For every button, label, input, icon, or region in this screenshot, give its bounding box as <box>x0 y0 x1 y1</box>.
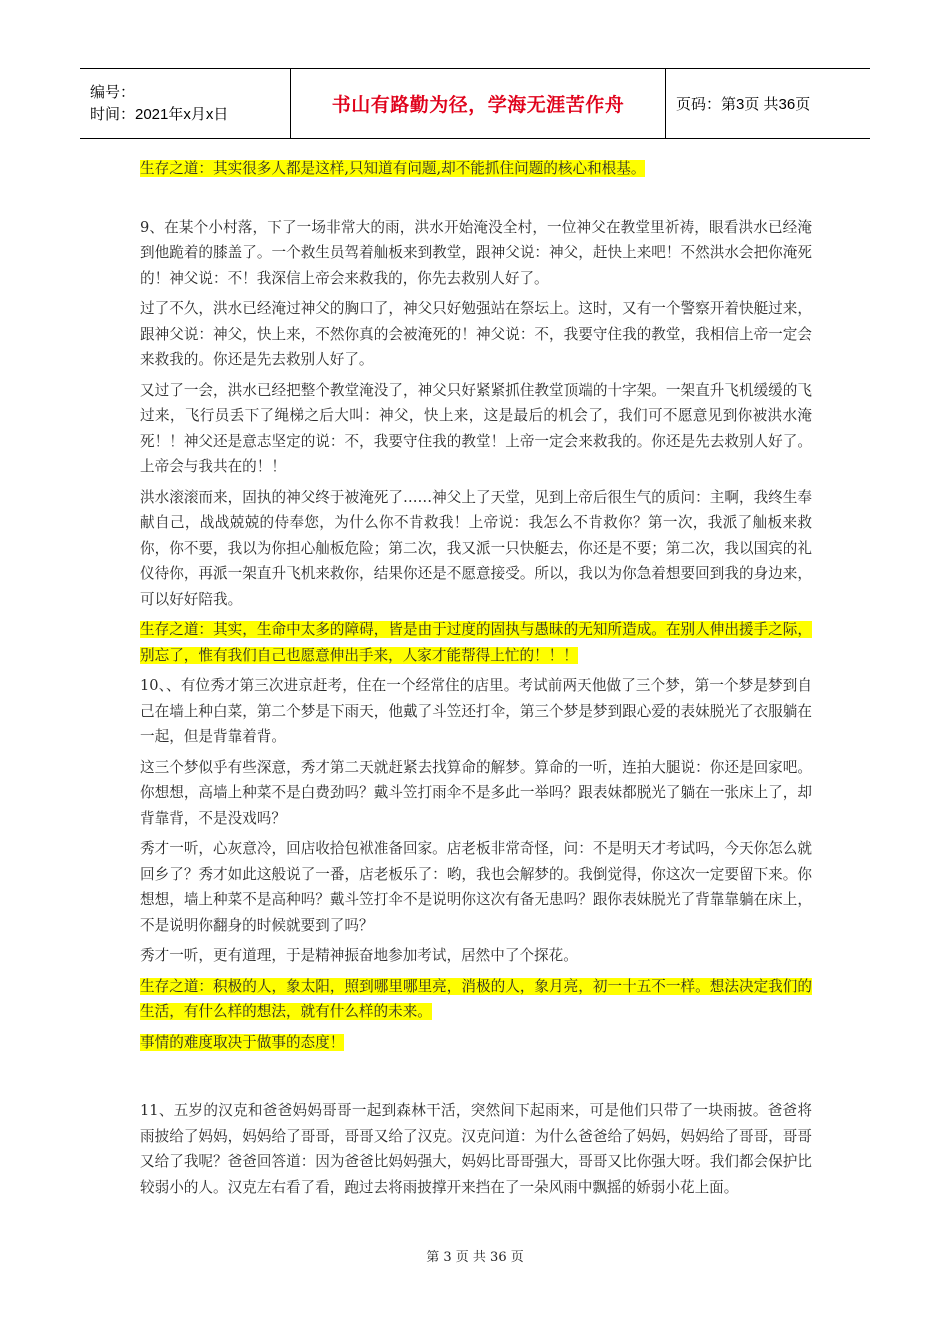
footer-page-number: 第 3 页 共 36 页 <box>426 1250 524 1265</box>
document-body <box>140 156 812 1205</box>
page-footer <box>0 1246 950 1265</box>
paragraph: 秀才一听，心灰意冷，回店收拾包袱准备回家。店老板非常奇怪，问：不是明天才考试吗，今天你怎么就回乡了？秀才如此这般说了一番，店老板乐了：哟，我也会解梦的。我倒觉得，你这次一定要留下来。你想想，墙上种菜不是高种吗？戴斗笠打伞不是说明你这次有备无患吗？跟你表妹脱光了背靠靠躺在床上，不是说明你翻身的时候就要到了吗？ <box>140 840 812 934</box>
paragraph: 这三个梦似乎有些深意，秀才第二天就赶紧去找算命的解梦。算命的一听，连拍大腿说：你还是回家吧。你想想，高墙上种菜不是白费劲吗？戴斗笠打雨伞不是多此一举吗？跟表妹都脱光了躺在一张床上了，却背靠背，不是没戏吗？ <box>140 758 812 827</box>
header-meta <box>80 69 291 138</box>
number-label: 编号： <box>90 83 136 101</box>
page-label: 页码：第3页 共36页 <box>676 96 811 113</box>
highlighted-text: 生存之道：其实，生命中太多的障碍，皆是由于过度的固执与愚昧的无知所造成。在别人伸出援手之际，别忘了，惟有我们自己也愿意伸出手来，人家才能帮得上忙的！！！ <box>140 621 812 664</box>
highlighted-text: 生存之道：其实很多人都是这样,只知道有问题,却不能抓住问题的核心和根基。 <box>140 160 646 177</box>
header-page-info <box>666 69 870 138</box>
paragraph: 洪水滚滚而来，固执的神父终于被淹死了……神父上了天堂，见到上帝后很生气的质问：主啊，我终生奉献自己，战战兢兢的侍奉您，为什么你不肯救我！上帝说：我怎么不肯救你？第一次，我派了舢板来救你，你不要，我以为你担心舢板危险；第二次，我又派一只快艇去，你还是不要；第二次，我以国宾的礼仪待你，再派一架直升飞机来救你，结果你还是不愿意接受。所以，我以为你急着想要回到我的身边来，可以好好陪我。 <box>140 488 812 608</box>
paragraph: 9、在某个小村落，下了一场非常大的雨，洪水开始淹没全村，一位神父在教堂里祈祷，眼看洪水已经淹到他跪着的膝盖了。一个救生员驾着舢板来到教堂，跟神父说：神父，赶快上来吧！不然洪水会把你淹死的！神父说：不！我深信上帝会来救我的，你先去救别人好了。 <box>140 218 812 287</box>
paragraph-takeaway <box>140 617 812 668</box>
paragraph: 过了不久，洪水已经淹过神父的胸口了，神父只好勉强站在祭坛上。这时，又有一个警察开着快艇过来，跟神父说：神父，快上来，不然你真的会被淹死的！神父说：不，我要守住我的教堂，我相信上帝一定会来救我的。你还是先去救别人好了。 <box>140 300 812 368</box>
document-header <box>80 68 870 139</box>
paragraph-takeaway <box>140 1030 812 1056</box>
highlighted-text: 生存之道：积极的人，象太阳，照到哪里哪里亮，消极的人，象月亮，初一十五不一样。想法决定我们的生活，有什么样的想法，就有什么样的未来。 <box>140 977 812 1020</box>
header-motto <box>291 69 666 138</box>
paragraph-takeaway <box>140 156 812 182</box>
motto-text: 书山有路勤为径，学海无涯苦作舟 <box>331 94 625 116</box>
paragraph-takeaway <box>140 974 812 1025</box>
highlighted-text: 事情的难度取决于做事的态度！ <box>140 1033 345 1051</box>
paragraph: 10、、有位秀才第三次进京赶考，住在一个经常住的店里。考试前两天他做了三个梦，第一个梦是梦到自己在墙上种白菜，第二个梦是下雨天，他戴了斗笠还打伞，第三个梦是梦到跟心爱的表妹脱光了衣服躺在一起，但是背靠着背。 <box>140 677 812 745</box>
date-label: 时间：2021年x月x日 <box>90 105 229 123</box>
paragraph: 又过了一会，洪水已经把整个教堂淹没了，神父只好紧紧抓住教堂顶端的十字架。一架直升飞机缓缓的飞过来，飞行员丢下了绳梯之后大叫：神父，快上来，这是最后的机会了，我们可不愿意见到你被洪水淹死！！神父还是意志坚定的说：不，我要守住我的教堂！上帝一定会来救我的。你还是先去救别人好了。上帝会与我共在的！！ <box>140 381 812 475</box>
paragraph: 秀才一听，更有道理，于是精神振奋地参加考试，居然中了个探花。 <box>140 947 578 964</box>
paragraph: 11、五岁的汉克和爸爸妈妈哥哥一起到森林干活，突然间下起雨来，可是他们只带了一块雨披。爸爸将雨披给了妈妈，妈妈给了哥哥，哥哥又给了汉克。汉克问道：为什么爸爸给了妈妈，妈妈给了哥哥，哥哥又给了我呢？爸爸回答道：因为爸爸比妈妈强大，妈妈比哥哥强大，哥哥又比你强大呀。我们都会保护比较弱小的人。汉克左右看了看，跑过去将雨披撑开来挡在了一朵风雨中飘摇的娇弱小花上面。 <box>140 1102 812 1196</box>
